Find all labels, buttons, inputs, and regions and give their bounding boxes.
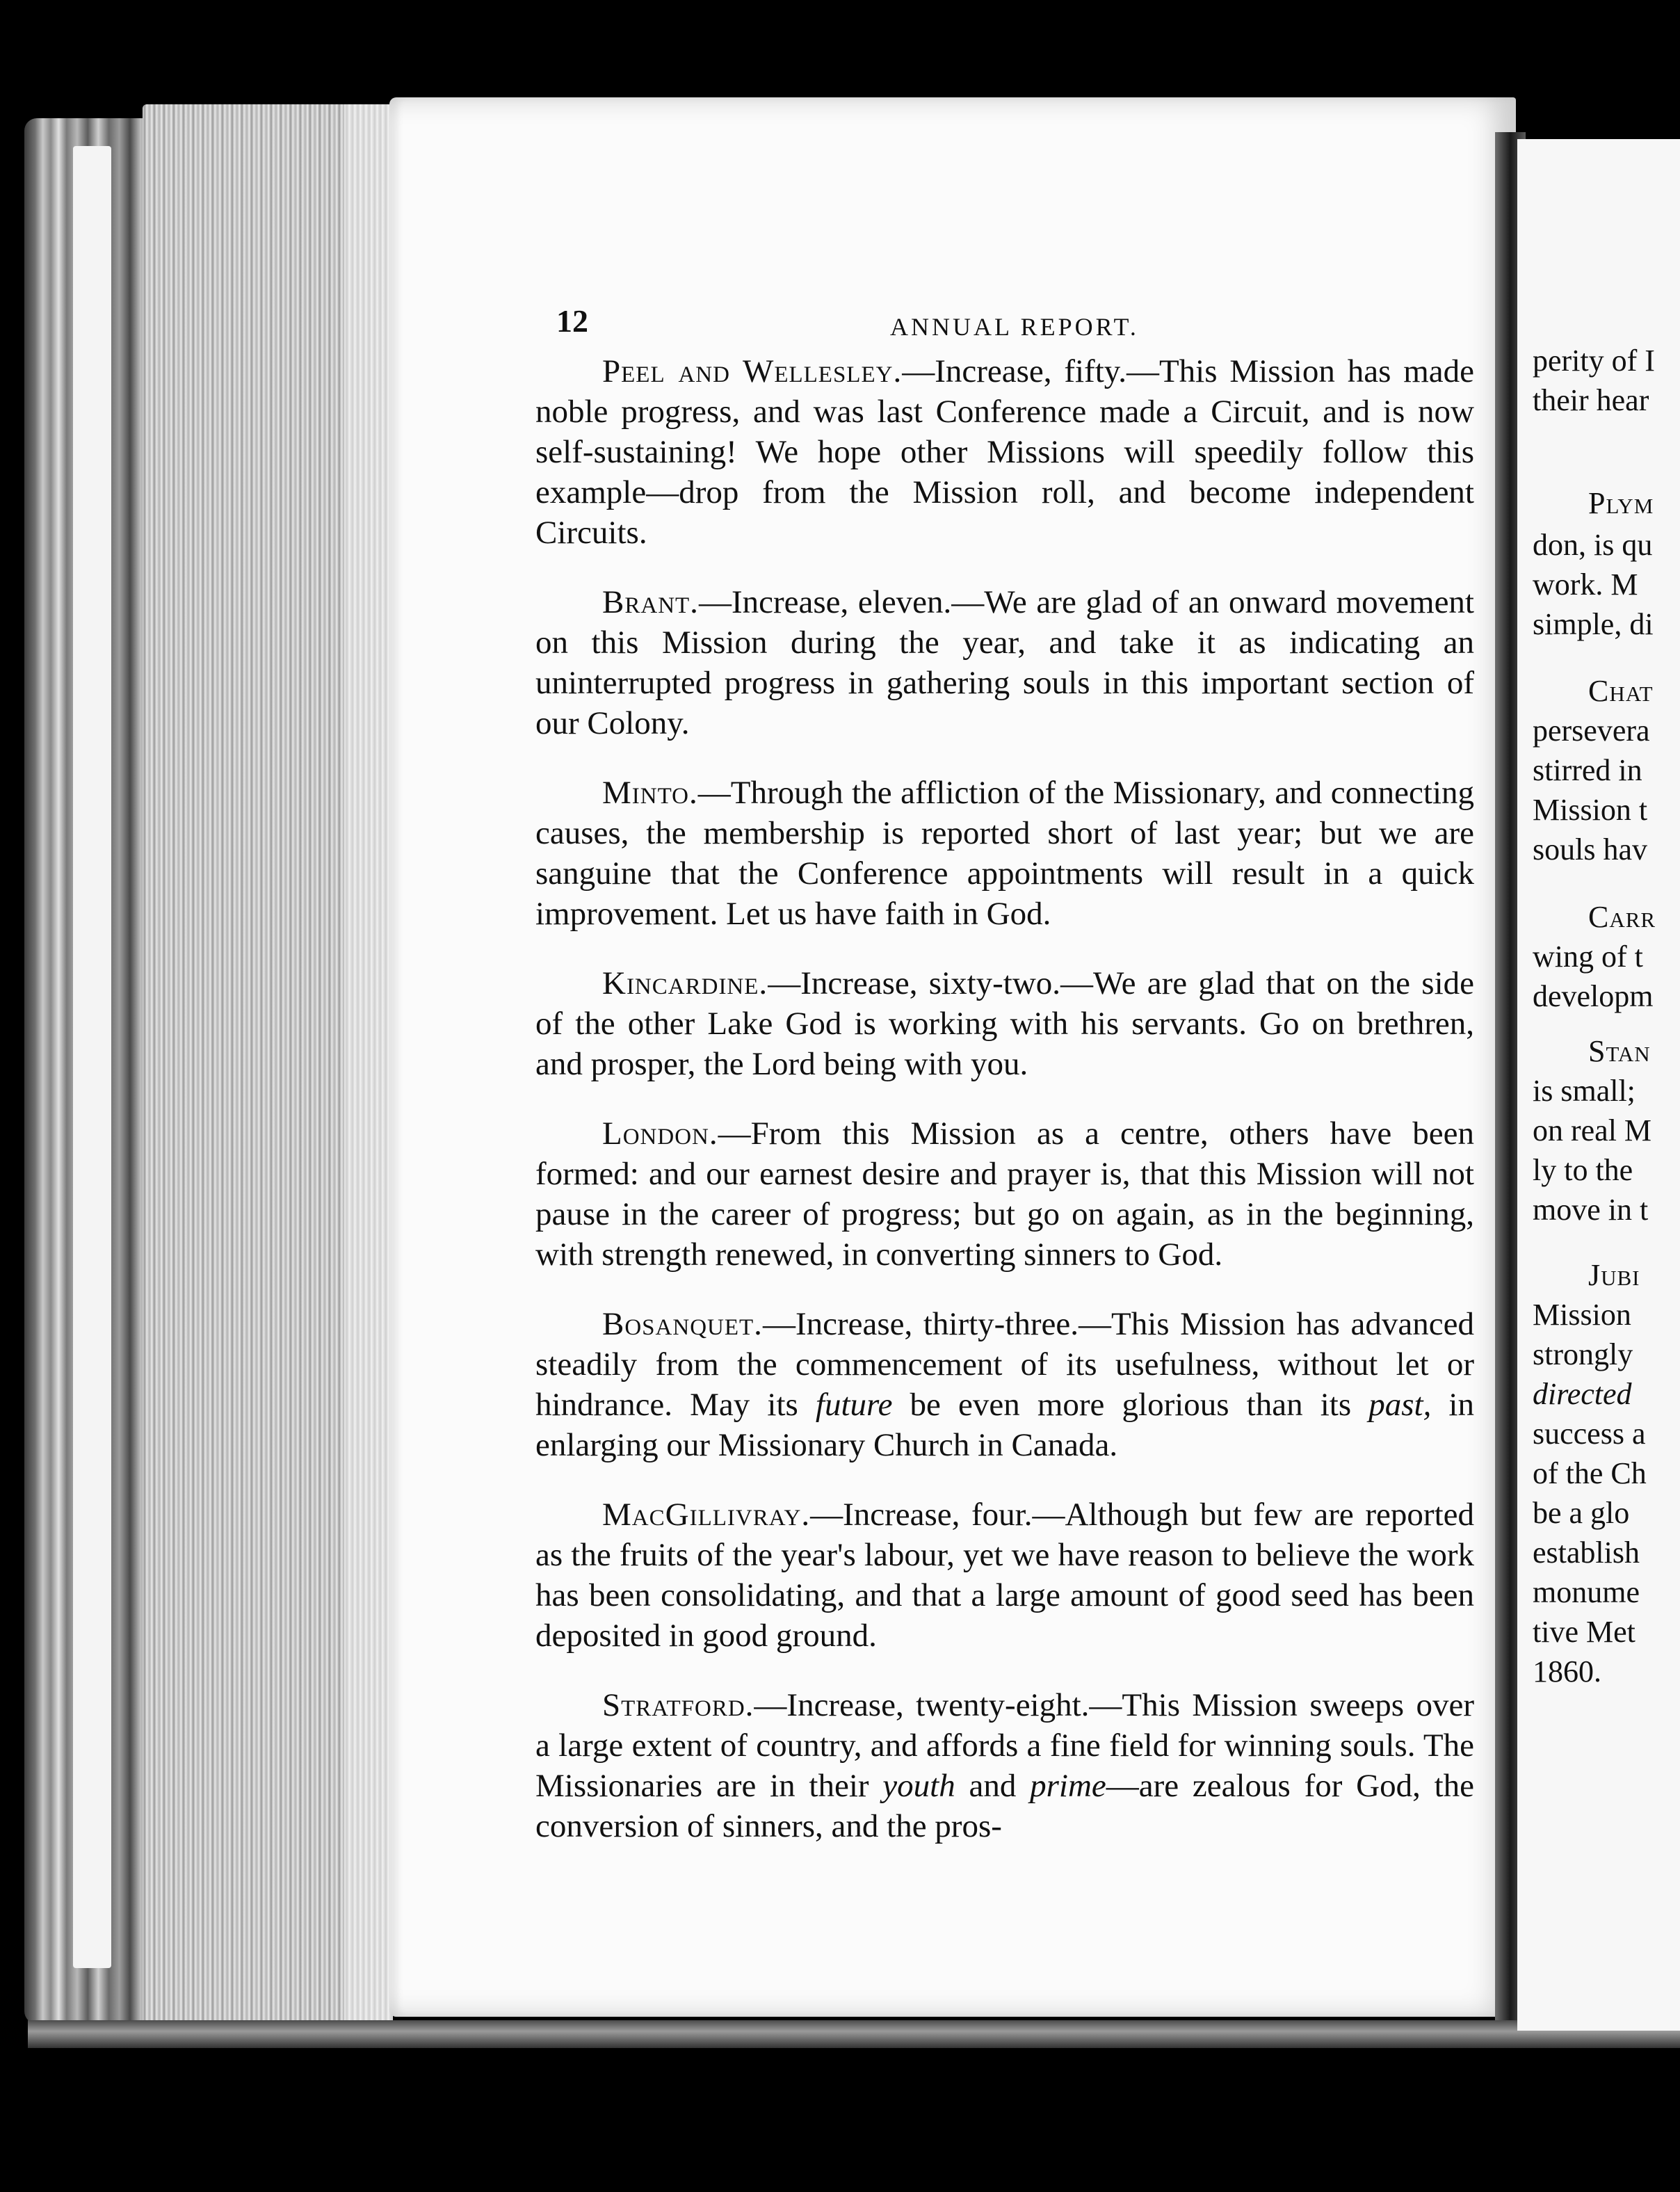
right-line: ly to the (1533, 1153, 1633, 1187)
right-line: establish (1533, 1536, 1640, 1570)
paragraph-london (535, 1113, 1474, 1275)
paragraph-text: —Increase, four.—Although but few are reported as the fruits of the year's labour, yet we have reason to believe the work has been consolidating, and that a large amount of good seed has been deposited in good ground. (535, 1497, 1474, 1654)
italic-text: prime (1030, 1768, 1106, 1804)
paragraph-text: —Increase, eleven.—We are glad of an onward movement on this Mission during the year, and take it as indicating an uninterrupted progress in gathering souls in this important section of our Colony. (535, 584, 1474, 741)
paragraph-peel-wellesley (535, 351, 1474, 553)
paragraph-text: —Increase, twenty-eight.—This Mission sweeps over a large extent of country, and affords a fine field for winning souls. The Missionaries are in their (535, 1687, 1474, 1804)
paragraph-minto (535, 773, 1474, 934)
paragraph-heading: Bosanquet. (602, 1306, 763, 1342)
paragraph-text: —Increase, sixty-two.—We are glad that on the side of the other Lake God is working with his servants. Go on brethren, and prosper, the Lord being with you. (535, 965, 1474, 1082)
paragraph-bosanquet (535, 1304, 1474, 1465)
right-line: their hear (1533, 383, 1649, 417)
right-line: tive Met (1533, 1615, 1635, 1649)
right-line: 1860. (1533, 1654, 1601, 1689)
bottom-band (28, 2020, 1680, 2048)
paragraph-heading: Kincardine. (602, 965, 768, 1001)
page-number: 12 (556, 303, 588, 339)
right-line: souls hav (1533, 832, 1647, 867)
paragraph-text: be even more glorious than its (892, 1387, 1369, 1423)
book-edge (24, 118, 156, 2024)
right-line: Stan (1588, 1034, 1651, 1068)
right-line: Carr (1588, 900, 1656, 934)
paragraph-text: —Increase, fifty.—This Mission has made noble progress, and was last Conference made a Circuit, and is now self-sustaining! We hope other Missions will speedily follow this example—drop from the Mission roll, and become independent Circuits. (535, 353, 1474, 551)
paragraph-text: and (955, 1768, 1031, 1804)
paragraph-stratford (535, 1685, 1474, 1846)
paragraph-heading: Stratford. (602, 1687, 754, 1723)
right-line: directed (1533, 1377, 1632, 1411)
right-line: strongly (1533, 1337, 1633, 1371)
italic-text: past, (1368, 1387, 1432, 1423)
paragraph-text: —are zealous for God, the conversion of sinners, and the pros- (535, 1768, 1474, 1844)
text-column (535, 351, 1474, 1876)
right-line: persevera (1533, 714, 1650, 748)
paragraph-text: in enlarging our Missionary Church in Canada. (535, 1387, 1474, 1463)
right-line: success a (1533, 1417, 1646, 1451)
right-line: Mission t (1533, 793, 1648, 827)
right-line: Plym (1588, 486, 1654, 520)
paragraph-heading: MacGillivray. (602, 1497, 811, 1533)
paragraph-kincardine (535, 963, 1474, 1084)
right-line: be a glo (1533, 1496, 1630, 1530)
paragraph-heading: Brant. (602, 584, 699, 620)
right-line: is small; (1533, 1074, 1635, 1108)
right-line: stirred in (1533, 753, 1642, 787)
right-line: on real M (1533, 1113, 1652, 1147)
right-line: of the Ch (1533, 1456, 1647, 1490)
paragraph-heading: Peel and Wellesley. (602, 353, 903, 389)
paragraph-text: —Through the affliction of the Missionary, and connecting causes, the membership is reported short of last year; but we are sanguine that the Conference appointments will result in a quick improvement. Let us have faith in God. (535, 775, 1474, 932)
paragraph-text: —Increase, thirty-three.—This Mission has advanced steadily from the commencement of its usefulness, without let or hindrance. May its (535, 1306, 1474, 1423)
right-line: simple, di (1533, 607, 1654, 641)
right-line: perity of I (1533, 344, 1655, 378)
paragraph-macgillivray (535, 1494, 1474, 1656)
right-line: developm (1533, 979, 1654, 1013)
paragraph-text: —From this Mission as a centre, others have been formed: and our earnest desire and prayer is, that this Mission will not pause in the career of progress; but go on again, as in the beginning, with strength renewed, in converting sinners to God. (535, 1115, 1474, 1273)
right-line: monume (1533, 1575, 1640, 1609)
right-line: Jubi (1588, 1258, 1640, 1292)
italic-text: youth (882, 1768, 955, 1804)
right-line: Chat (1588, 674, 1654, 708)
right-line: move in t (1533, 1193, 1649, 1227)
page-stack (143, 104, 393, 2024)
page-header (556, 303, 1488, 344)
right-line: work. M (1533, 567, 1638, 602)
right-page (1517, 139, 1680, 2031)
right-line: Mission (1533, 1298, 1631, 1332)
paragraph-heading: Minto. (602, 775, 698, 811)
paragraph-brant (535, 582, 1474, 743)
right-line: don, is qu (1533, 528, 1653, 562)
paragraph-heading: London. (602, 1115, 718, 1152)
italic-text: future (815, 1387, 893, 1423)
running-head: ANNUAL REPORT. (890, 313, 1139, 341)
right-line: wing of t (1533, 940, 1643, 974)
